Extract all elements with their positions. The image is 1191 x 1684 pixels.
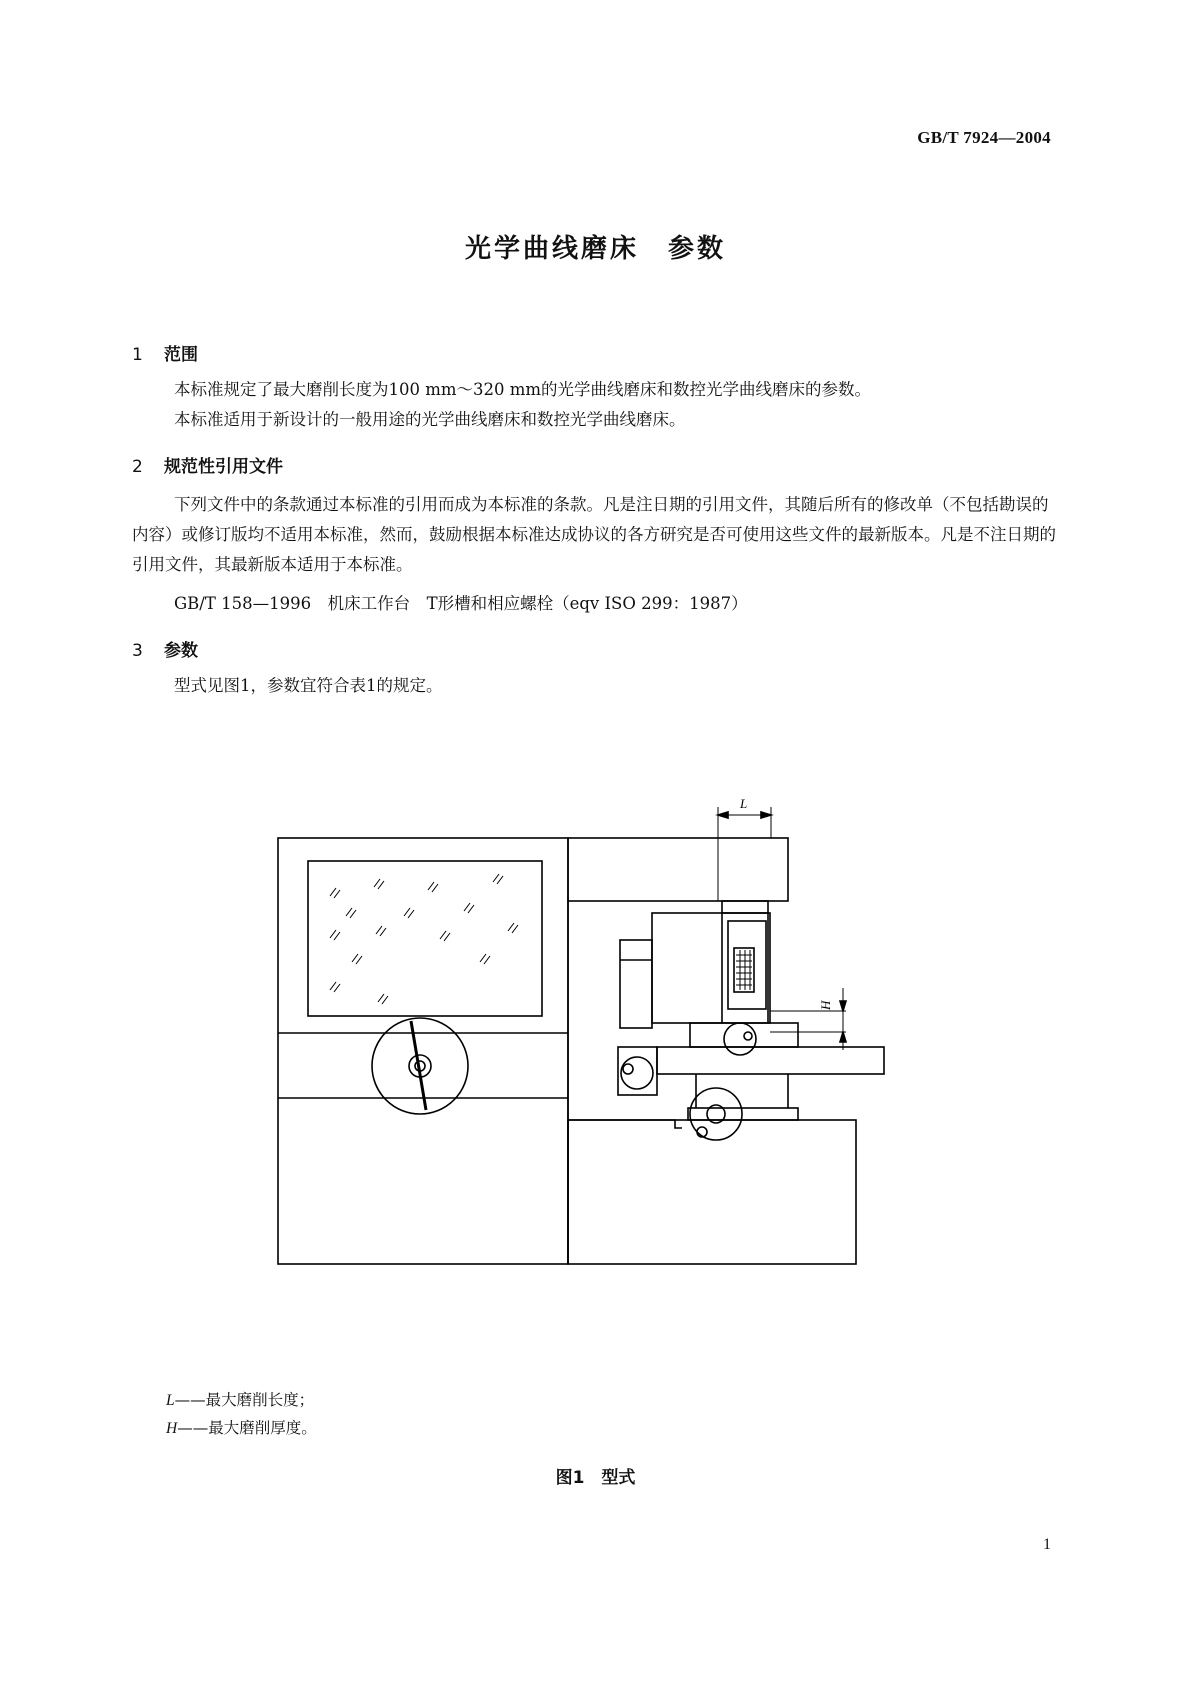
section-3-paragraph-1: 型式见图1，参数宜符合表1的规定。 [174,676,443,695]
dimension-label-H: H [818,1000,833,1010]
motor-block [620,940,652,1028]
machine-base [568,1120,856,1264]
left-cabinet [278,838,568,1264]
dimension-label-L: L [740,796,748,811]
section-2-paragraph-1: 下列文件中的条款通过本标准的引用而成为本标准的条款。凡是注日期的引用文件，其随后所有的修改单（不包括勘误的内容）或修订版均不适用本标准，然而，鼓励根据本标准达成协议的各方研究是否可使用这些文件的最新版本。凡是不注日期的引用文件，其最新版本适用于本标准。 [132,495,1056,574]
upper-arm [568,838,788,901]
legend-symbol: H [166,1420,178,1437]
document-title: 光学曲线磨床 参数 [464,234,726,264]
normative-reference: GB/T 158—1996 机床工作台 T形槽和相应螺栓（eqv ISO 299：1987） [174,594,748,613]
section-title: 参数 [164,641,198,661]
figure-caption: 图1 型式 [555,1468,636,1488]
section-number: 3 [132,641,143,661]
legend-symbol: L [166,1392,175,1409]
projection-screen [308,861,542,1016]
section-1-paragraph-1: 本标准规定了最大磨削长度为100 mm～320 mm的光学曲线磨床和数控光学曲线磨床的参数。 [174,380,872,399]
section-title: 范围 [164,345,198,365]
work-table [657,1047,884,1074]
section-number: 2 [132,457,143,477]
section-title: 规范性引用文件 [164,457,283,477]
legend-item-L [166,1388,314,1410]
legend-text: ——最大磨削长度； [174,1391,315,1409]
grinding-head [652,913,770,1023]
legend-item-H [166,1416,317,1438]
legend-text: ——最大磨削厚度。 [177,1419,317,1437]
section-number: 1 [132,345,143,365]
page-number: 1 [1043,1536,1051,1553]
standard-number: GB/T 7924—2004 [917,128,1051,147]
section-1-paragraph-2: 本标准适用于新设计的一般用途的光学曲线磨床和数控光学曲线磨床。 [174,410,686,429]
